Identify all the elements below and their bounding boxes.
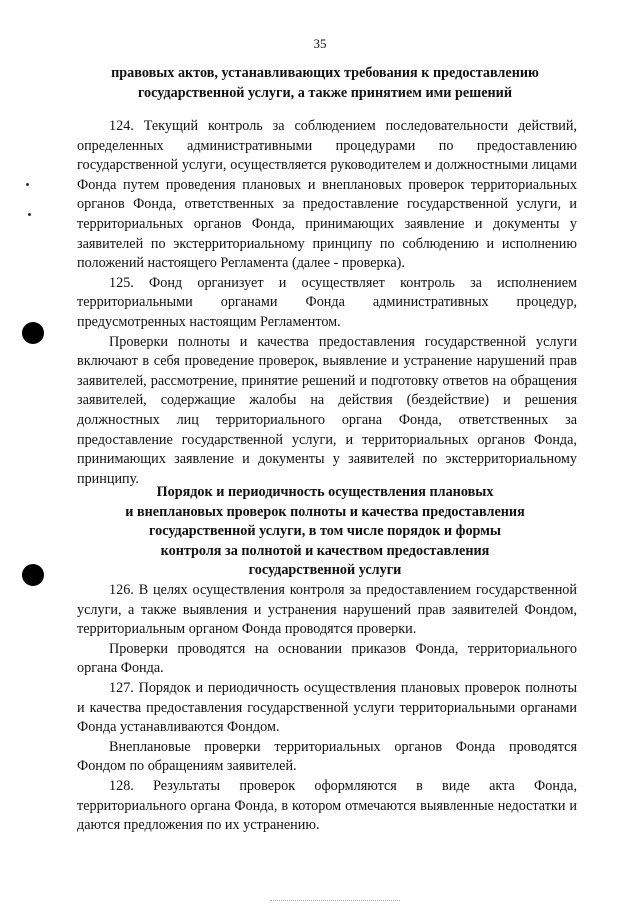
paragraph-orders: Проверки проводятся на основании приказов Фонда, территориального органа Фонда. xyxy=(77,640,577,677)
paragraph-checks: Проверки полноты и качества предоставления государственной услуги включают в себя проведение проверок, выявление и устранение нарушений прав заявителей, рассмотрение, принятие решений и подготовку ответов на обращения заявителей, содержащие жалобы на действия (бездействие) и решения должностных лиц территориального органа Фонда, ответственных за предоставление государственной услуги, и территориальных органов Фонда, принимающих заявление и документы у заявителей по экстерриториальному принципу. xyxy=(77,333,577,487)
paragraph-128: 128. Результаты проверок оформляются в виде акта Фонда, территориального органа Фонда, в котором отмечаются выявленные недостатки и даются предложения по их устранению. xyxy=(77,777,577,834)
scan-speck xyxy=(28,213,31,216)
paragraph-unscheduled: Внеплановые проверки территориальных органов Фонда проводятся Фондом по обращениям заявителей. xyxy=(77,738,577,775)
heading-line: государственной услуги, а также принятием ими решений xyxy=(137,84,513,101)
heading-line: контроля за полнотой и качеством предоставления xyxy=(160,542,490,559)
paragraph-127: 127. Порядок и периодичность осуществления плановых проверок полноты и качества предоставления государственной услуги территориальными органами Фонда устанавливаются Фондом. xyxy=(77,679,577,736)
heading-line: государственной услуги xyxy=(248,562,402,578)
binder-hole-mark xyxy=(22,564,44,586)
section-heading-1 xyxy=(60,64,590,103)
scan-edge-line xyxy=(270,900,400,902)
paragraph-125: 125. Фонд организует и осуществляет контроль за исполнением территориальными органами Фонда административных процедур, предусмотренных настоящим Регламентом. xyxy=(77,274,577,330)
binder-hole-mark xyxy=(22,322,44,344)
heading-line: государственной услуги, в том числе порядок и формы xyxy=(149,523,501,539)
section-heading-2 xyxy=(60,483,590,581)
section-body-1 xyxy=(77,117,577,489)
paragraph-124: 124. Текущий контроль за соблюдением последовательности действий, определенных административными процедурами по предоставлению государственной услуги, осуществляется руководителем и должностными лицами Фонда путем проведения плановых и внеплановых проверок территориальных органов Фонда, ответственных за предоставление государственной услуги, и территориальных органов Фонда, принимающих заявление и документы у заявителей по экстерриториальному принципу по соблюдению и исполнению положений настоящего Регламента (далее - проверка). xyxy=(77,118,577,272)
heading-line: правовых актов, устанавливающих требования к предоставлению xyxy=(111,65,539,81)
scan-speck xyxy=(26,183,29,186)
heading-line: и внеплановых проверок полноты и качества предоставления xyxy=(125,503,525,520)
page-number: 35 xyxy=(313,36,327,51)
section-body-2 xyxy=(77,581,577,836)
heading-line: Порядок и периодичность осуществления плановых xyxy=(156,484,494,500)
paragraph-126: 126. В целях осуществления контроля за предоставлением государственной услуги, а также выявления и устранения нарушений прав заявителей Фондом, территориальным органом Фонда проводятся проверки. xyxy=(77,582,577,638)
